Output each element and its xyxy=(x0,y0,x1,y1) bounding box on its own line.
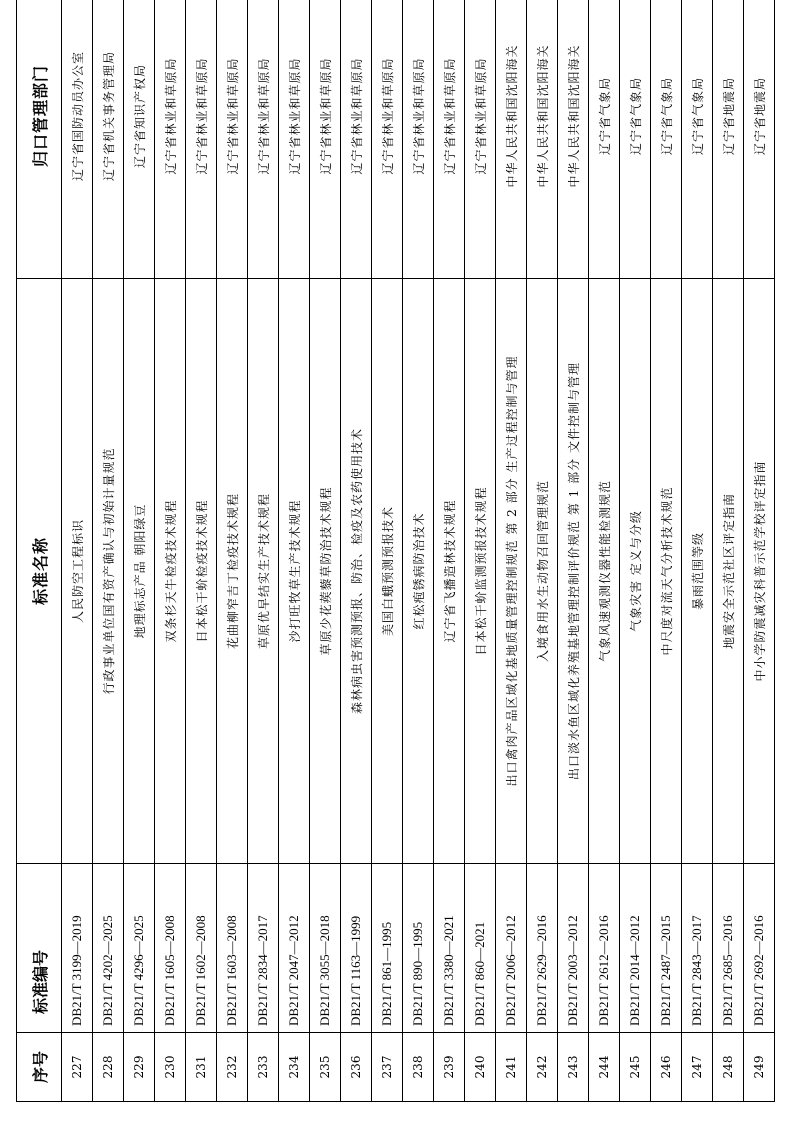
row-index: 232 xyxy=(217,1033,248,1102)
row-standard-code: DB21/T 860—2021 xyxy=(465,864,496,1033)
row-index: 236 xyxy=(341,1033,372,1102)
row-department: 辽宁省林业和草原局 xyxy=(279,0,310,279)
row-department: 辽宁省气象局 xyxy=(589,0,620,279)
row-standard-code: DB21/T 1605—2008 xyxy=(155,864,186,1033)
row-standard-code: DB21/T 2006—2012 xyxy=(496,864,527,1033)
row-standard-code: DB21/T 4296—2025 xyxy=(124,864,155,1033)
row-department: 辽宁省林业和草原局 xyxy=(310,0,341,279)
row-index: 245 xyxy=(620,1033,651,1102)
row-index: 247 xyxy=(682,1033,713,1102)
table-row xyxy=(713,0,744,1102)
row-department: 辽宁省气象局 xyxy=(682,0,713,279)
table-row xyxy=(248,0,279,1102)
row-department: 辽宁省林业和草原局 xyxy=(155,0,186,279)
row-index: 241 xyxy=(496,1033,527,1102)
row-index: 242 xyxy=(527,1033,558,1102)
row-standard-name: 地震安全示范社区评定指南 xyxy=(713,279,744,864)
table-row xyxy=(465,0,496,1102)
row-standard-name: 地理标志产品 朝阳绿豆 xyxy=(124,279,155,864)
row-index: 237 xyxy=(372,1033,403,1102)
row-index: 231 xyxy=(186,1033,217,1102)
row-index: 230 xyxy=(155,1033,186,1102)
row-department: 辽宁省机关事务管理局 xyxy=(93,0,124,279)
row-standard-code: DB21/T 2685—2016 xyxy=(713,864,744,1033)
standards-table xyxy=(16,0,775,1102)
row-standard-name: 中小学防震减灾科普示范学校评定指南 xyxy=(744,279,775,864)
row-standard-code: DB21/T 1602—2008 xyxy=(186,864,217,1033)
row-department: 辽宁省知识产权局 xyxy=(124,0,155,279)
row-department: 中华人民共和国沈阳海关 xyxy=(496,0,527,279)
row-index: 246 xyxy=(651,1033,682,1102)
row-standard-name: 花曲柳窄吉丁检疫技术规程 xyxy=(217,279,248,864)
row-index: 244 xyxy=(589,1033,620,1102)
row-standard-name: 草原少花蒺藜草防治技术规程 xyxy=(310,279,341,864)
row-standard-code: DB21/T 2629—2016 xyxy=(527,864,558,1033)
row-standard-code: DB21/T 1603—2008 xyxy=(217,864,248,1033)
row-department: 中华人民共和国沈阳海关 xyxy=(558,0,589,279)
table-row xyxy=(434,0,465,1102)
table-row xyxy=(62,0,93,1102)
row-standard-name: 日本松干蚧检疫技术规程 xyxy=(186,279,217,864)
row-standard-code: DB21/T 3199—2019 xyxy=(62,864,93,1033)
table-row xyxy=(155,0,186,1102)
row-index: 227 xyxy=(62,1033,93,1102)
table-row xyxy=(279,0,310,1102)
table-row xyxy=(341,0,372,1102)
row-department: 辽宁省地震局 xyxy=(744,0,775,279)
header-department: 归口管理部门 xyxy=(17,0,62,279)
table-row xyxy=(403,0,434,1102)
row-standard-name: 美国白蛾预测预报技术 xyxy=(372,279,403,864)
header-index: 序号 xyxy=(17,1033,62,1102)
row-standard-name: 入境食用水生动物召回管理规范 xyxy=(527,279,558,864)
row-index: 248 xyxy=(713,1033,744,1102)
row-index: 238 xyxy=(403,1033,434,1102)
table-row xyxy=(651,0,682,1102)
table-header xyxy=(17,0,62,1102)
row-standard-name: 红松疱锈病防治技术 xyxy=(403,279,434,864)
row-standard-name: 双条杉天牛检疫技术规程 xyxy=(155,279,186,864)
row-standard-code: DB21/T 2047—2012 xyxy=(279,864,310,1033)
row-standard-code: DB21/T 2843—2017 xyxy=(682,864,713,1033)
row-standard-name: 行政事业单位国有资产确认与初始计量规范 xyxy=(93,279,124,864)
row-standard-code: DB21/T 1163—1999 xyxy=(341,864,372,1033)
row-index: 228 xyxy=(93,1033,124,1102)
row-standard-name: 草原优早结实生产技术规程 xyxy=(248,279,279,864)
row-index: 243 xyxy=(558,1033,589,1102)
row-index: 239 xyxy=(434,1033,465,1102)
row-standard-code: DB21/T 2014—2012 xyxy=(620,864,651,1033)
table-row xyxy=(620,0,651,1102)
row-standard-name: 沙打旺牧草生产技术规程 xyxy=(279,279,310,864)
table-row xyxy=(186,0,217,1102)
row-index: 235 xyxy=(310,1033,341,1102)
table-row xyxy=(527,0,558,1102)
row-standard-name: 气象灾害 定义与分级 xyxy=(620,279,651,864)
row-standard-name: 出口禽肉产品区域化基地质量管理控制规范 第 2 部分 生产过程控制与管理 xyxy=(496,279,527,864)
row-index: 234 xyxy=(279,1033,310,1102)
table-row xyxy=(310,0,341,1102)
table-row xyxy=(93,0,124,1102)
header-row xyxy=(17,0,62,1102)
row-standard-name: 日本松干蚧监测预报技术规程 xyxy=(465,279,496,864)
header-standard-name: 标准名称 xyxy=(17,279,62,864)
row-department: 辽宁省林业和草原局 xyxy=(372,0,403,279)
row-department: 辽宁省林业和草原局 xyxy=(248,0,279,279)
row-department: 辽宁省林业和草原局 xyxy=(217,0,248,279)
table-row xyxy=(124,0,155,1102)
row-standard-code: DB21/T 4202—2025 xyxy=(93,864,124,1033)
row-department: 辽宁省林业和草原局 xyxy=(465,0,496,279)
row-standard-name: 辽宁省飞播造林技术规程 xyxy=(434,279,465,864)
row-standard-code: DB21/T 2692—2016 xyxy=(744,864,775,1033)
row-department: 辽宁省气象局 xyxy=(651,0,682,279)
table-row xyxy=(372,0,403,1102)
row-department: 辽宁省国防动员办公室 xyxy=(62,0,93,279)
row-standard-name: 中尺度对流天气分析技术规范 xyxy=(651,279,682,864)
row-department: 中华人民共和国沈阳海关 xyxy=(527,0,558,279)
header-standard-code: 标准编号 xyxy=(17,864,62,1033)
row-standard-code: DB21/T 2003—2012 xyxy=(558,864,589,1033)
row-standard-code: DB21/T 890—1995 xyxy=(403,864,434,1033)
row-department: 辽宁省林业和草原局 xyxy=(186,0,217,279)
row-department: 辽宁省地震局 xyxy=(713,0,744,279)
table-row xyxy=(744,0,775,1102)
row-standard-name: 气象风速观测仪器性能检测规范 xyxy=(589,279,620,864)
row-index: 233 xyxy=(248,1033,279,1102)
row-standard-name: 人民防空工程标识 xyxy=(62,279,93,864)
row-index: 249 xyxy=(744,1033,775,1102)
table-body xyxy=(62,0,775,1102)
row-standard-code: DB21/T 2612—2016 xyxy=(589,864,620,1033)
table-row xyxy=(589,0,620,1102)
table-row xyxy=(558,0,589,1102)
row-department: 辽宁省气象局 xyxy=(620,0,651,279)
row-index: 240 xyxy=(465,1033,496,1102)
table-row xyxy=(682,0,713,1102)
row-standard-code: DB21/T 2487—2015 xyxy=(651,864,682,1033)
row-standard-code: DB21/T 861—1995 xyxy=(372,864,403,1033)
row-standard-name: 出口淡水鱼区域化养殖基地管理控制评价规范 第 1 部分 文件控制与管理 xyxy=(558,279,589,864)
table-row xyxy=(217,0,248,1102)
row-department: 辽宁省林业和草原局 xyxy=(341,0,372,279)
row-department: 辽宁省林业和草原局 xyxy=(403,0,434,279)
row-standard-name: 暴雨范围等级 xyxy=(682,279,713,864)
row-standard-code: DB21/T 3380—2021 xyxy=(434,864,465,1033)
table-row xyxy=(496,0,527,1102)
row-standard-code: DB21/T 2834—2017 xyxy=(248,864,279,1033)
row-department: 辽宁省林业和草原局 xyxy=(434,0,465,279)
rotated-standards-table-container xyxy=(16,18,767,1102)
row-index: 229 xyxy=(124,1033,155,1102)
row-standard-name: 森林病虫害预测预报、防治、检疫及农药使用技术 xyxy=(341,279,372,864)
row-standard-code: DB21/T 3055—2018 xyxy=(310,864,341,1033)
